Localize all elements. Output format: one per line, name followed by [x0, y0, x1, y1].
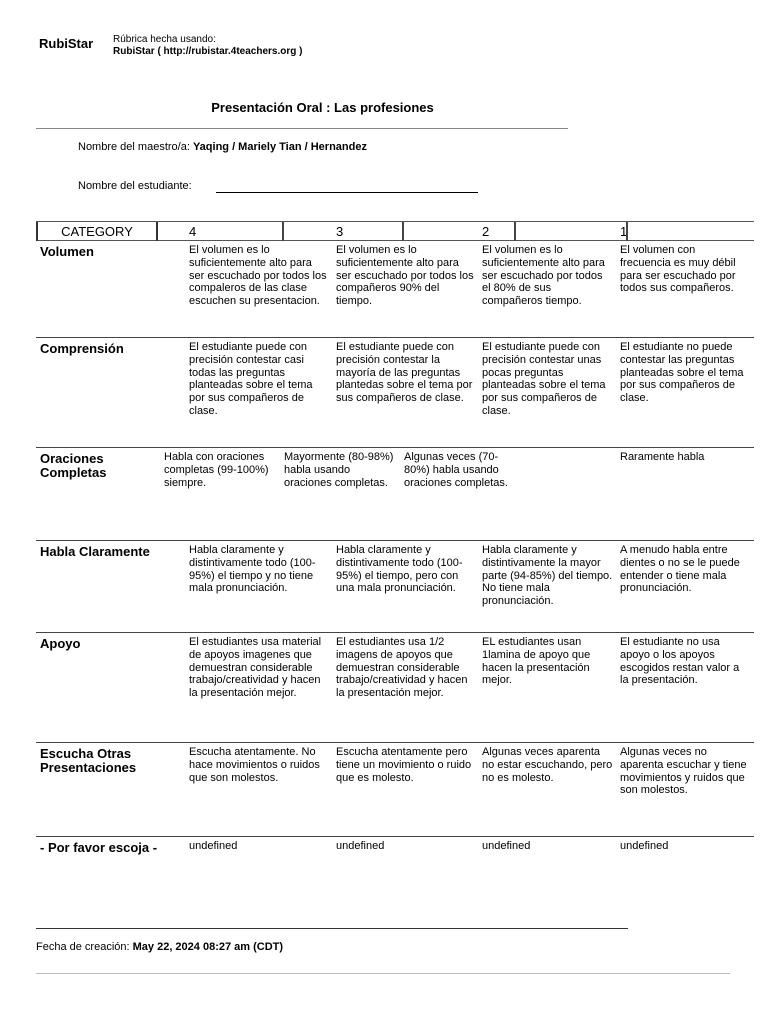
row-cell-3: undefined [336, 840, 385, 852]
row-cell-1: Raramente habla [620, 451, 705, 463]
row-cell-3: El estudiante puede con precisión contestar la mayoría de las preguntas plantedas sobre el tema por sus compañeros de clase. [336, 341, 473, 405]
title-divider [36, 128, 568, 129]
table-bottom-divider [36, 928, 628, 929]
row-cell-2: EL estudiantes usan 1lamina de apoyo que hacen la presentación mejor. [482, 636, 591, 687]
row-cell-4: Habla con oraciones completas (99-100%) siempre. [164, 451, 269, 489]
row-label: Comprensión [40, 341, 124, 356]
row-label: Escucha Otras Presentaciones [40, 746, 137, 775]
teacher-name: Yaqing / Mariely Tian / Hernandez [192, 141, 367, 153]
row-cell-2: El volumen es lo suficientemente alto para ser escuchado por todos el 80% de sus compañeros tiempo. [482, 244, 605, 308]
row-cell-1: El volumen con frecuencia es muy débil para ser escuchado por todos sus compañeros. [620, 244, 736, 295]
rubric-row-habla [36, 541, 754, 633]
row-cell-3: Habla claramente y distintivamente todo (100-95%) el tiempo, pero con una mala pronunciación. [336, 544, 463, 595]
row-cell-2: Habla claramente y distintivamente la mayor parte (94-85%) del tiempo. No tiene mala pronunciación. [482, 544, 613, 608]
row-cell-1: undefined [620, 840, 669, 852]
row-cell-2: El estudiante puede con precisión contestar unas pocas preguntas planteadas sobre el tema por sus compañeros de clase. [482, 341, 606, 417]
rubric-row-custom [36, 837, 754, 907]
row-cell-3: Escucha atentamente pero tiene un movimiento o ruido que es molesto. [336, 746, 472, 784]
rubric-row-apoyo [36, 633, 754, 743]
rubric-row-oraciones [36, 448, 754, 541]
row-cell-4: El estudiantes usa material de apoyos imagenes que demuestran considerable trabajo/creatividad y hacen la presentación mejor. [189, 636, 322, 700]
creation-date-label: Fecha de creación: [36, 941, 130, 953]
rubric-row-volumen [36, 241, 754, 338]
row-cell-3: Mayormente (80-98%) habla usando oraciones completas. [284, 451, 394, 489]
row-cell-1: Algunas veces no aparenta escuchar y tiene movimientos y ruidos que son molestos. [620, 746, 747, 797]
row-cell-1: El estudiante no usa apoyo o los apoyos escogidos restan valor a la presentación. [620, 636, 740, 687]
rubric-row-escucha [36, 743, 754, 837]
teacher-line [78, 141, 367, 153]
row-cell-4: Escucha atentamente. No hace movimientos o ruidos que son molestos. [189, 746, 320, 784]
row-label: Apoyo [40, 636, 81, 651]
header-score-3: 3 [336, 224, 344, 239]
header-score-4: 4 [189, 224, 197, 239]
header-score-1: 1 [620, 224, 628, 239]
row-cell-3: El volumen es lo suficientemente alto para ser escuchado por todos los compañeros 90% del tiempo. [336, 244, 474, 308]
header-divider [626, 222, 628, 241]
row-cell-1: A menudo habla entre dientes o no se le puede entender o tiene mala pronunciación. [620, 544, 740, 595]
creation-date [36, 941, 283, 953]
creation-date-value: May 22, 2024 08:27 am (CDT) [132, 941, 284, 953]
row-cell-3: El estudiantes usa 1/2 imagens de apoyos que demuestran considerable trabajo/creatividad y hacen la presentación mejor. [336, 636, 468, 700]
row-cell-4: El estudiante puede con precisión contestar casi todas las preguntas planteadas sobre el tema por sus compañeros de clase. [189, 341, 313, 417]
page-title: Presentación Oral : Las profesiones [211, 100, 434, 115]
rubric-row-comprension [36, 338, 754, 448]
row-cell-2: undefined [482, 840, 531, 852]
rubric-header-row [36, 221, 754, 241]
student-name-blank [216, 192, 478, 193]
header-category: CATEGORY [36, 222, 158, 241]
header-score-2: 2 [482, 224, 490, 239]
row-cell-4: Habla claramente y distintivamente todo (100-95%) el tiempo y no tiene mala pronunciación. [189, 544, 316, 595]
teacher-label: Nombre del maestro/a: [78, 141, 190, 153]
student-label: Nombre del estudiante: [78, 180, 192, 192]
header-divider [514, 222, 516, 241]
row-label: - Por favor escoja - [40, 840, 158, 855]
rubistar-brand: RubiStar [39, 36, 94, 51]
header-divider [402, 222, 404, 241]
row-cell-4: undefined [189, 840, 238, 852]
footer-divider [36, 973, 730, 974]
row-cell-2: Algunas veces (70-80%) habla usando oraciones completas. [404, 451, 508, 489]
rubric-table [36, 221, 754, 907]
made-with-note [113, 34, 302, 58]
row-label: Oraciones Completas [40, 451, 107, 480]
row-label: Volumen [40, 244, 94, 259]
row-cell-1: El estudiante no puede contestar las preguntas planteadas sobre el tema por sus compañeros de clase. [620, 341, 744, 405]
made-with-label: Rúbrica hecha usando: [113, 34, 216, 45]
row-cell-2: Algunas veces aparenta no estar escuchando, pero no es molesto. [482, 746, 613, 784]
header-divider [282, 222, 284, 241]
rubistar-link[interactable]: RubiStar ( http://rubistar.4teachers.org ) [113, 46, 303, 57]
row-cell-4: El volumen es lo suficientemente alto para ser escuchado por todos los compaleros de las clase escuchen su presentacion. [189, 244, 327, 308]
row-label: Habla Claramente [40, 544, 150, 559]
